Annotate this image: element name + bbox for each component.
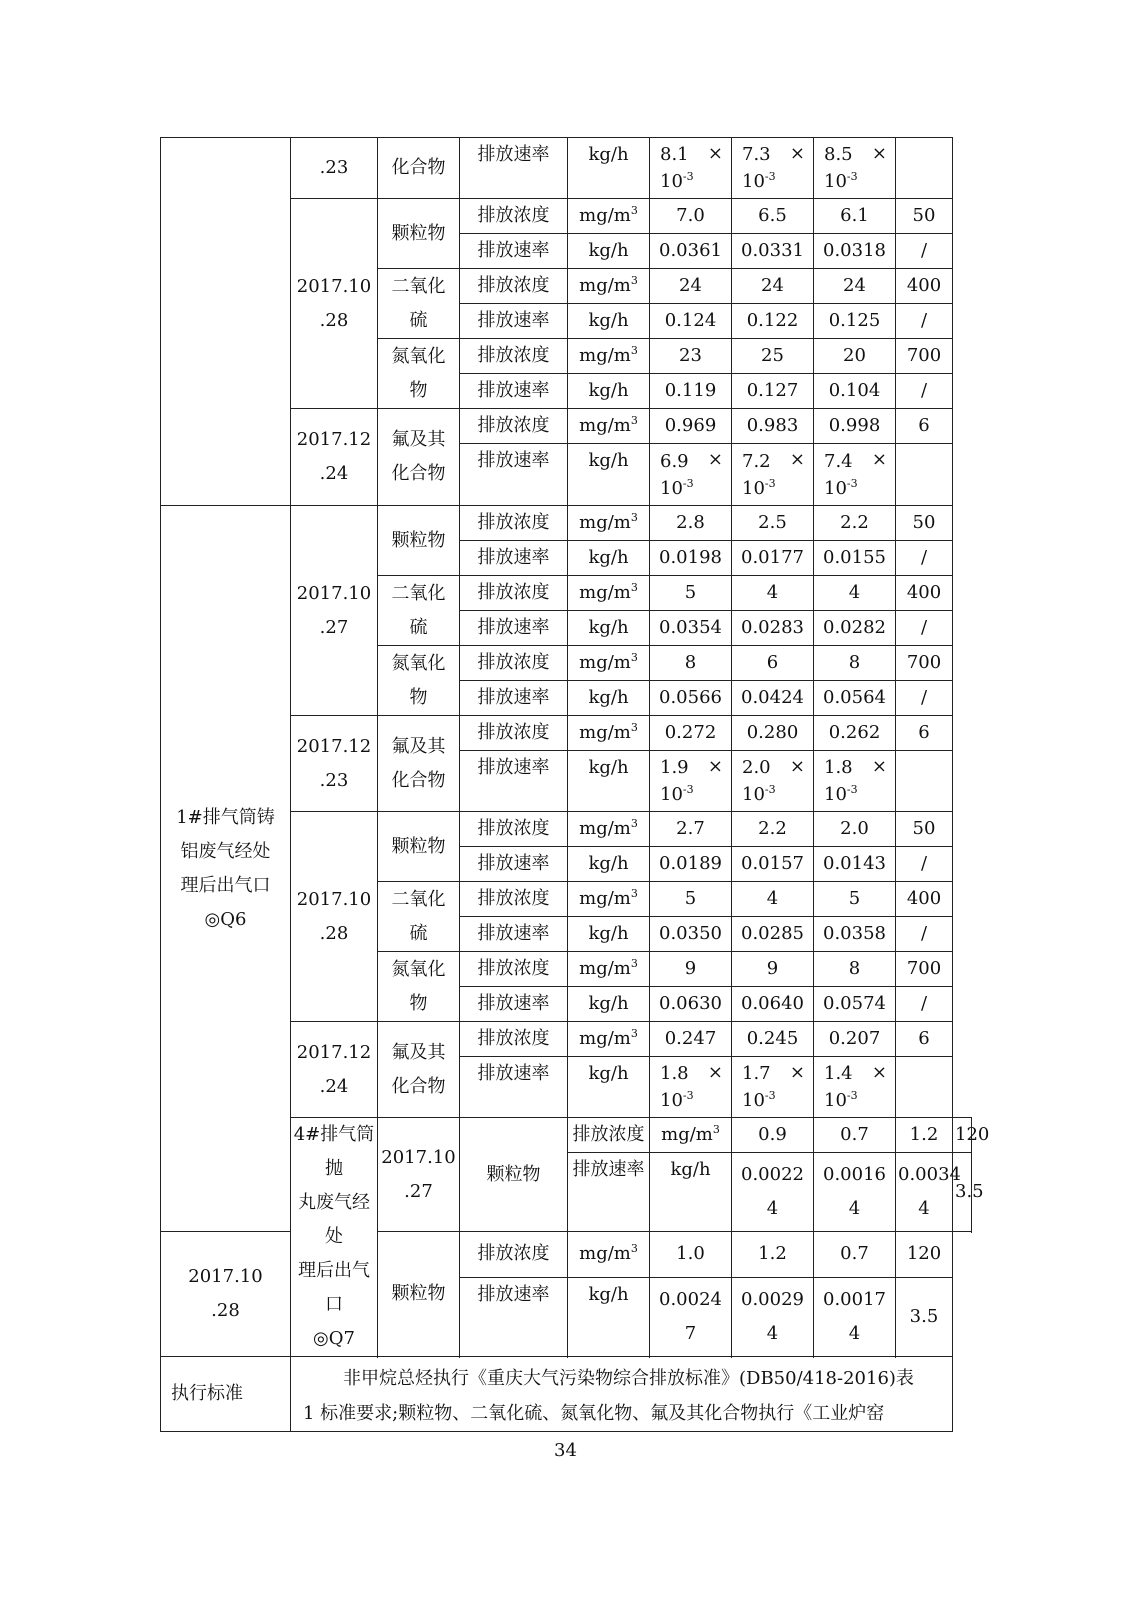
pollutant-cell: 二氧化 硫 <box>378 882 460 952</box>
value-cell: 5 <box>814 882 896 917</box>
value-cell: 0.0034 4 <box>896 1153 953 1232</box>
value-cell: 0.124 <box>650 304 732 339</box>
value-cell: 9 <box>732 952 814 987</box>
limit-cell: 6 <box>896 1022 953 1057</box>
limit-cell: 6 <box>896 409 953 444</box>
unit-cell: $mg/m^3$ <box>650 1118 732 1153</box>
limit-cell: / <box>896 374 953 409</box>
unit-cell: kg/h <box>568 138 650 199</box>
param-cell: 排放速率 <box>460 681 568 716</box>
param-cell: 排放速率 <box>460 987 568 1022</box>
unit-cell: $mg/m^3$ <box>568 576 650 611</box>
value-sci: 8.5 × $10^{-3}$ <box>814 138 896 199</box>
value-cell: 20 <box>814 339 896 374</box>
param-cell: 排放浓度 <box>460 1022 568 1057</box>
unit-cell: $mg/m^3$ <box>568 646 650 681</box>
value-cell: 8 <box>650 646 732 681</box>
value-cell: 0.119 <box>650 374 732 409</box>
value-cell: 5 <box>650 576 732 611</box>
pollutant-cell: 氮氧化 物 <box>378 339 460 409</box>
value-sci: 7.2 × $10^{-3}$ <box>732 444 814 506</box>
date-cell: 2017.12 .24 <box>291 1022 378 1118</box>
unit-cell: $mg/m^3$ <box>568 199 650 234</box>
value-cell: 0.0282 <box>814 611 896 646</box>
limit-cell: 50 <box>896 506 953 541</box>
value-cell: 2.2 <box>814 506 896 541</box>
limit-cell: 120 <box>896 1232 953 1277</box>
value-cell: 8 <box>814 646 896 681</box>
unit-cell: $mg/m^3$ <box>568 1022 650 1057</box>
date-cell: 2017.10 .27 <box>291 506 378 716</box>
limit-cell: 400 <box>896 882 953 917</box>
value-cell: 0.0143 <box>814 847 896 882</box>
value-cell: 7.0 <box>650 199 732 234</box>
value-cell: 0.0564 <box>814 681 896 716</box>
pollutant-cell: 颗粒物 <box>460 1118 568 1232</box>
value-cell: 0.998 <box>814 409 896 444</box>
value-cell: 6 <box>732 646 814 681</box>
limit-cell: / <box>896 917 953 952</box>
value-cell: 0.0574 <box>814 987 896 1022</box>
value-cell: 0.127 <box>732 374 814 409</box>
value-cell: 0.0318 <box>814 234 896 269</box>
param-cell: 排放浓度 <box>568 1118 650 1153</box>
param-cell: 排放浓度 <box>460 339 568 374</box>
value-cell: 0.0024 7 <box>650 1277 732 1356</box>
param-cell: 排放速率 <box>460 847 568 882</box>
value-cell: 0.0198 <box>650 541 732 576</box>
value-sci: 1.4 × $10^{-3}$ <box>814 1057 896 1118</box>
value-cell: 8 <box>814 952 896 987</box>
page-number: 34 <box>554 1440 577 1461</box>
value-cell: 1.0 <box>650 1232 732 1277</box>
value-cell: 0.0157 <box>732 847 814 882</box>
unit-cell: kg/h <box>568 847 650 882</box>
value-cell: 0.207 <box>814 1022 896 1057</box>
value-cell: 1.2 <box>896 1118 953 1153</box>
unit-cell: $mg/m^3$ <box>568 716 650 751</box>
value-cell: 0.262 <box>814 716 896 751</box>
value-cell: 2.7 <box>650 812 732 847</box>
value-cell: 0.9 <box>732 1118 814 1153</box>
pollutant-cell: 颗粒物 <box>378 1232 460 1357</box>
value-cell: 0.0350 <box>650 917 732 952</box>
limit-cell <box>896 1057 953 1118</box>
param-cell: 排放速率 <box>460 541 568 576</box>
pollutant-cell: 氟及其 化合物 <box>378 716 460 812</box>
param-cell: 排放速率 <box>460 1057 568 1118</box>
unit-cell: kg/h <box>568 1057 650 1118</box>
emission-monitoring-table <box>160 137 990 1432</box>
param-cell: 排放浓度 <box>460 199 568 234</box>
pollutant-cell: 氟及其 化合物 <box>378 409 460 506</box>
value-cell: 4 <box>814 576 896 611</box>
value-cell: 2.8 <box>650 506 732 541</box>
param-cell: 排放速率 <box>568 1153 650 1232</box>
value-cell: 0.0361 <box>650 234 732 269</box>
pollutant-cell: 氟及其 化合物 <box>378 1022 460 1118</box>
value-cell: 0.7 <box>814 1118 896 1153</box>
unit-cell: kg/h <box>568 304 650 339</box>
value-sci: 7.4 × $10^{-3}$ <box>814 444 896 506</box>
value-cell: 4 <box>732 576 814 611</box>
value-cell: 0.0155 <box>814 541 896 576</box>
value-cell: 24 <box>732 269 814 304</box>
value-sci: 1.7 × $10^{-3}$ <box>732 1057 814 1118</box>
value-cell: 23 <box>650 339 732 374</box>
value-sci: 8.1 × $10^{-3}$ <box>650 138 732 199</box>
standard-text: 非甲烷总烃执行《重庆大气污染物综合排放标准》(DB50/418-2016)表 1 标准要求;颗粒物、二氧化硫、氮氧化物、氟及其化合物执行《工业炉窑 <box>291 1357 953 1432</box>
value-cell: 0.7 <box>814 1232 896 1277</box>
param-cell: 排放速率 <box>460 374 568 409</box>
value-cell: 0.0640 <box>732 987 814 1022</box>
value-cell: 6.5 <box>732 199 814 234</box>
unit-cell: kg/h <box>568 541 650 576</box>
unit-cell: kg/h <box>568 681 650 716</box>
value-cell: 24 <box>650 269 732 304</box>
date-cell: 2017.10 .28 <box>161 1232 291 1357</box>
limit-cell: / <box>896 681 953 716</box>
value-sci: 6.9 × $10^{-3}$ <box>650 444 732 506</box>
param-cell: 排放浓度 <box>460 1232 568 1277</box>
param-cell: 排放速率 <box>460 304 568 339</box>
limit-cell: 120 <box>953 1118 972 1153</box>
limit-cell: 400 <box>896 576 953 611</box>
limit-cell: / <box>896 304 953 339</box>
param-cell: 排放速率 <box>460 1277 568 1356</box>
value-cell: 0.0283 <box>732 611 814 646</box>
unit-cell: $mg/m^3$ <box>568 1232 650 1277</box>
value-cell: 0.0017 4 <box>814 1277 896 1356</box>
pollutant-cell: 化合物 <box>378 138 460 199</box>
unit-cell: kg/h <box>568 374 650 409</box>
date-cell: 2017.12 .24 <box>291 409 378 506</box>
value-cell: 1.2 <box>732 1232 814 1277</box>
unit-cell: $mg/m^3$ <box>568 506 650 541</box>
limit-cell: 700 <box>896 646 953 681</box>
site-cell-q7: 4#排气筒抛 丸废气经处 理后出气口 ◎Q7 <box>291 1118 378 1357</box>
value-cell: 0.104 <box>814 374 896 409</box>
unit-cell: $mg/m^3$ <box>568 269 650 304</box>
limit-cell: / <box>896 987 953 1022</box>
param-cell: 排放浓度 <box>460 952 568 987</box>
value-cell: 0.0630 <box>650 987 732 1022</box>
param-cell: 排放浓度 <box>460 269 568 304</box>
unit-cell: kg/h <box>568 987 650 1022</box>
limit-cell: 700 <box>896 339 953 374</box>
standard-label: 执行标准 <box>161 1357 291 1432</box>
pollutant-cell: 二氧化 硫 <box>378 269 460 339</box>
value-cell: 0.0177 <box>732 541 814 576</box>
param-cell: 排放速率 <box>460 138 568 199</box>
value-cell: 0.0354 <box>650 611 732 646</box>
value-sci: 1.9 × $10^{-3}$ <box>650 751 732 812</box>
value-cell: 0.0029 4 <box>732 1277 814 1356</box>
limit-cell <box>896 444 953 506</box>
limit-cell: 6 <box>896 716 953 751</box>
value-cell: 6.1 <box>814 199 896 234</box>
pollutant-cell: 颗粒物 <box>378 812 460 882</box>
value-cell: 2.2 <box>732 812 814 847</box>
value-cell: 0.0285 <box>732 917 814 952</box>
param-cell: 排放浓度 <box>460 506 568 541</box>
unit-cell: kg/h <box>568 751 650 812</box>
limit-cell <box>896 138 953 199</box>
unit-cell: kg/h <box>568 234 650 269</box>
unit-cell: $mg/m^3$ <box>568 952 650 987</box>
date-cell: 2017.10 .28 <box>291 812 378 1022</box>
limit-cell: 3.5 <box>953 1153 972 1232</box>
param-cell: 排放速率 <box>460 751 568 812</box>
value-cell: 0.280 <box>732 716 814 751</box>
limit-cell: 50 <box>896 199 953 234</box>
limit-cell: / <box>896 611 953 646</box>
value-cell: 0.0566 <box>650 681 732 716</box>
param-cell: 排放速率 <box>460 444 568 506</box>
limit-cell: / <box>896 234 953 269</box>
value-cell: 0.983 <box>732 409 814 444</box>
unit-cell: kg/h <box>568 444 650 506</box>
value-cell: 0.0189 <box>650 847 732 882</box>
param-cell: 排放浓度 <box>460 576 568 611</box>
limit-cell: / <box>896 847 953 882</box>
pollutant-cell: 氮氧化 物 <box>378 952 460 1022</box>
value-cell: 0.122 <box>732 304 814 339</box>
unit-cell: $mg/m^3$ <box>568 339 650 374</box>
limit-cell: 50 <box>896 812 953 847</box>
unit-cell: kg/h <box>568 611 650 646</box>
limit-cell: 3.5 <box>896 1277 953 1356</box>
pollutant-cell: 氮氧化 物 <box>378 646 460 716</box>
date-cell: 2017.12 .23 <box>291 716 378 812</box>
value-cell: 4 <box>732 882 814 917</box>
value-cell: 24 <box>814 269 896 304</box>
value-sci: 1.8 × $10^{-3}$ <box>814 751 896 812</box>
value-cell: 0.969 <box>650 409 732 444</box>
value-cell: 0.245 <box>732 1022 814 1057</box>
unit-cell: kg/h <box>650 1153 732 1232</box>
value-cell: 2.0 <box>814 812 896 847</box>
param-cell: 排放浓度 <box>460 409 568 444</box>
limit-cell: / <box>896 541 953 576</box>
value-cell: 0.0331 <box>732 234 814 269</box>
pollutant-cell: 颗粒物 <box>378 506 460 576</box>
date-cell: .23 <box>291 138 378 199</box>
param-cell: 排放速率 <box>460 917 568 952</box>
site-cell-q6: 1#排气筒铸 铝废气经处 理后出气口 ◎Q6 <box>161 506 291 1232</box>
value-sci: 2.0 × $10^{-3}$ <box>732 751 814 812</box>
date-cell: 2017.10 .27 <box>378 1118 460 1232</box>
param-cell: 排放速率 <box>460 611 568 646</box>
value-cell: 25 <box>732 339 814 374</box>
value-cell: 0.247 <box>650 1022 732 1057</box>
unit-cell: kg/h <box>568 917 650 952</box>
unit-cell: $mg/m^3$ <box>568 812 650 847</box>
date-cell: 2017.10 .28 <box>291 199 378 409</box>
value-cell: 9 <box>650 952 732 987</box>
param-cell: 排放浓度 <box>460 812 568 847</box>
param-cell: 排放浓度 <box>460 716 568 751</box>
site-cell-continued <box>161 138 291 506</box>
value-cell: 0.0424 <box>732 681 814 716</box>
value-cell: 0.0358 <box>814 917 896 952</box>
value-cell: 0.125 <box>814 304 896 339</box>
value-cell: 0.272 <box>650 716 732 751</box>
param-cell: 排放速率 <box>460 234 568 269</box>
value-cell: 5 <box>650 882 732 917</box>
param-cell: 排放浓度 <box>460 882 568 917</box>
value-sci: 1.8 × $10^{-3}$ <box>650 1057 732 1118</box>
value-sci: 7.3 × $10^{-3}$ <box>732 138 814 199</box>
limit-cell <box>896 751 953 812</box>
unit-cell: kg/h <box>568 1277 650 1356</box>
pollutant-cell: 颗粒物 <box>378 199 460 269</box>
limit-cell: 400 <box>896 269 953 304</box>
value-cell: 0.0016 4 <box>814 1153 896 1232</box>
unit-cell: $mg/m^3$ <box>568 882 650 917</box>
value-cell: 0.0022 4 <box>732 1153 814 1232</box>
pollutant-cell: 二氧化 硫 <box>378 576 460 646</box>
param-cell: 排放浓度 <box>460 646 568 681</box>
value-cell: 2.5 <box>732 506 814 541</box>
limit-cell: 700 <box>896 952 953 987</box>
unit-cell: $mg/m^3$ <box>568 409 650 444</box>
